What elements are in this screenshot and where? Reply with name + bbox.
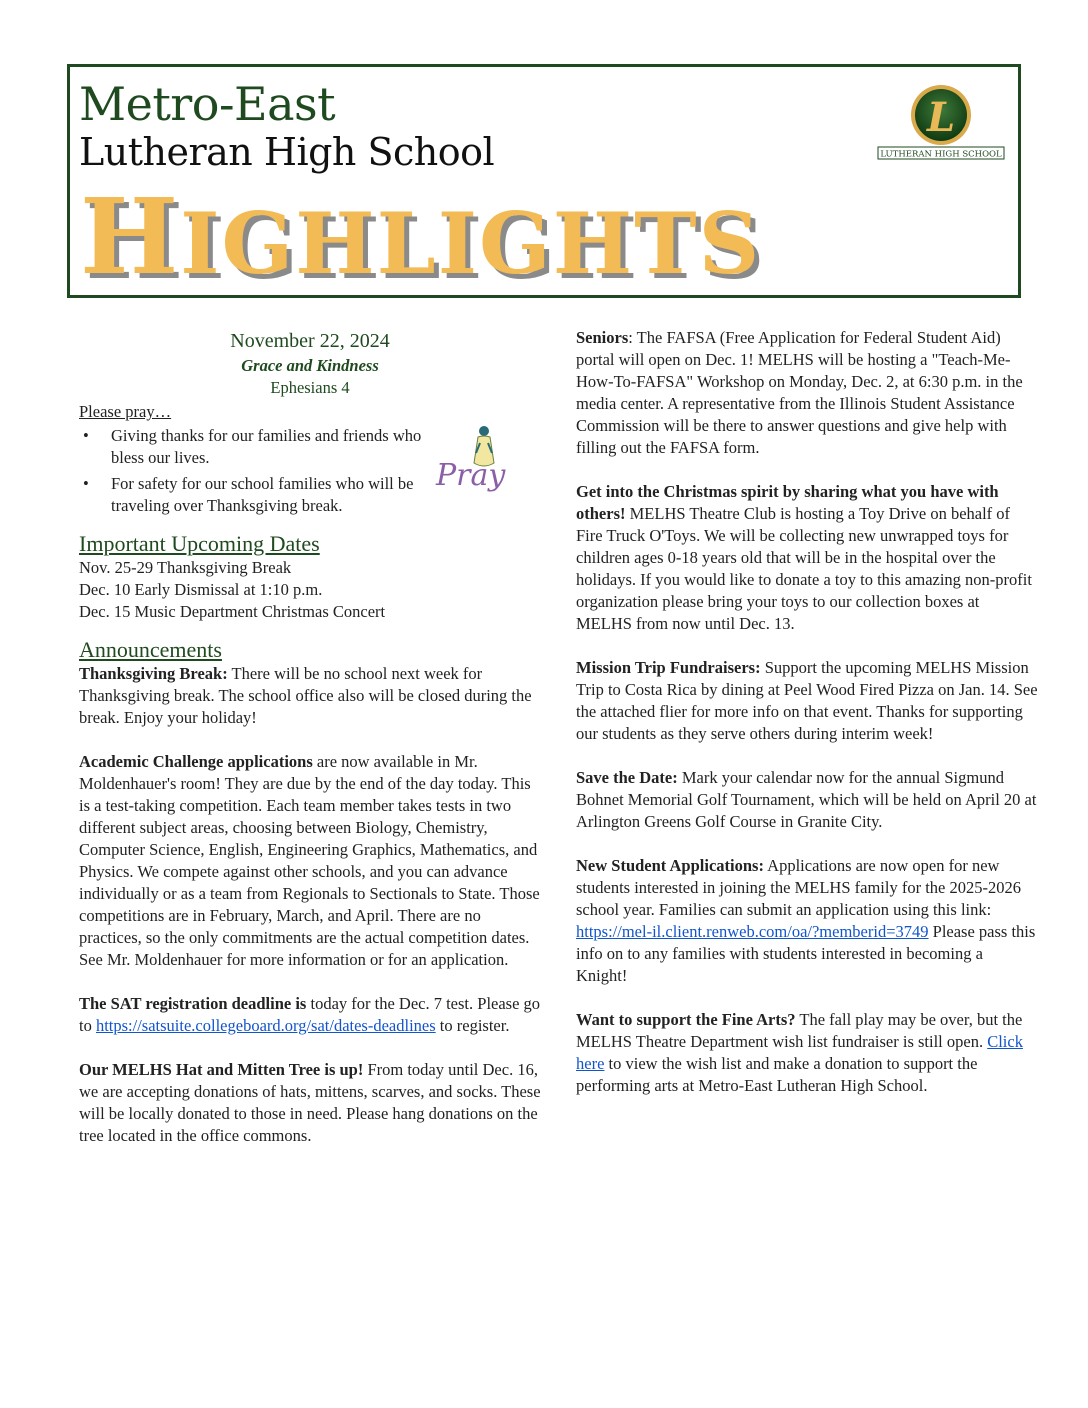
verse: Ephesians 4: [270, 378, 350, 397]
application-link[interactable]: https://mel-il.client.renweb.com/oa/?memberid=3749: [576, 922, 929, 941]
list-item: • Giving thanks for our families and friends who bless our lives.: [83, 426, 422, 467]
hat-mitten-announcement: Our MELHS Hat and Mitten Tree is up! From today until Dec. 16, we are accepting donations of hats, mittens, scarves, and socks. These will be locally donated to those in need. Please hang donations on the tree located in the office commons.: [79, 1060, 541, 1145]
list-item: Dec. 10 Early Dismissal at 1:10 p.m.: [79, 580, 323, 599]
pray-illustration: [434, 423, 516, 505]
list-item: • For safety for our school families who will be traveling over Thanksgiving break.: [83, 474, 414, 515]
school-logo: [876, 81, 1006, 161]
highlights-banner: [80, 175, 1010, 298]
issue-date: November 22, 2024: [230, 330, 390, 352]
save-date-announcement: Save the Date: Mark your calendar now for the annual Sigmund Bohnet Memorial Golf Tournament, which will be held on April 20 at Arlington Greens Golf Course in Granite City.: [576, 768, 1037, 831]
left-column: [79, 327, 541, 1169]
banner-rest: IGHLIGHTS: [180, 194, 762, 293]
click-here-link[interactable]: Click here: [576, 1032, 1023, 1073]
dates-list: [79, 557, 541, 623]
pray-list: [79, 425, 439, 517]
list-item: Dec. 15 Music Department Christmas Concert: [79, 602, 386, 621]
mission-announcement: Mission Trip Fundraisers: Support the upcoming MELHS Mission Trip to Costa Rica by dining at Peel Wood Fired Pizza on Jan. 14. See the attached flier for more info on that event. Thanks for supporting our students as they serve others during interim week!: [576, 658, 1038, 743]
thanksgiving-announcement: Thanksgiving Break: There will be no school next week for Thanksgiving break. The school office also will be closed during the break. Enjoy your holiday!: [79, 664, 532, 727]
pray-art-text: Pray: [436, 458, 506, 493]
announcements-title: Announcements: [79, 637, 222, 662]
fine-arts-announcement: Want to support the Fine Arts? The fall play may be over, but the MELHS Theatre Department wish list fundraiser is still open. Click here to view the wish list and make a donation to support the performing arts at Metro-East Lutheran High School.: [576, 1010, 1023, 1095]
new-student-announcement: New Student Applications: Applications are now open for new students interested in joining the MELHS family for the 2025-2026 school year. Families can submit an application using this link: https://mel-il.client.renweb.com/oa/?memberid=3749 Please pass this info on to any families with students interested in becoming a Knight!: [576, 856, 1036, 985]
list-item: Nov. 25-29 Thanksgiving Break: [79, 558, 292, 577]
school-name-line2: Lutheran High School: [79, 130, 495, 174]
sat-announcement: The SAT registration deadline is today for the Dec. 7 test. Please go to https://satsuite.collegeboard.org/sat/dates-deadlines to register.: [79, 994, 541, 1035]
sat-link[interactable]: https://satsuite.collegeboard.org/sat/dates-deadlines: [95, 1016, 436, 1035]
seniors-announcement: Seniors: The FAFSA (Free Application for Federal Student Aid) portal will open on Dec. 1! MELHS will be hosting a "Teach-Me-How-To-FAFSA" Workshop on Monday, Dec. 2, at 6:30 p.m. in the media center. A representative from the Illinois Student Assistance Commission will be there to answer questions and give help with filling out the FAFSA form.: [576, 328, 1023, 457]
logo-monogram: L: [926, 94, 956, 141]
theme: Grace and Kindness: [241, 356, 379, 375]
pray-label: Please pray…: [79, 402, 172, 421]
school-name-line1: Metro-East: [79, 77, 336, 131]
masthead: [67, 64, 1021, 298]
academic-challenge-announcement: Academic Challenge applications are now available in Mr. Moldenhauer's room! They are due by the end of the day today. This is a test-taking competition. Each team member takes tests in two different subject areas, choosing between Biology, Chemistry, Computer Science, English, Engineering Graphics, Mathematics, and Physics. We compete against other schools, and you can advance individually or as a team from Regionals to Sectionals to State. Those competitions are in February, March, and April. There are no practices, so the only commitments are the actual competition dates. See Mr. Moldenhauer for more information or for an application.: [79, 752, 540, 969]
banner-initial: H: [80, 175, 181, 298]
right-column: [576, 327, 1038, 1119]
dates-title: Important Upcoming Dates: [79, 531, 320, 556]
christmas-announcement: Get into the Christmas spirit by sharing what you have with others! MELHS Theatre Club is hosting a Toy Drive on behalf of Fire Truck O'Toys. We will be collecting new unwrapped toys for children ages 0-18 years old that will be in the hospital over the holidays. If you would like to donate a toy to this amazing non-profit organization please bring your toys to our collection boxes at MELHS from now until Dec. 13.: [576, 482, 1032, 633]
logo-text: LUTHERAN HIGH SCHOOL: [880, 149, 1002, 160]
